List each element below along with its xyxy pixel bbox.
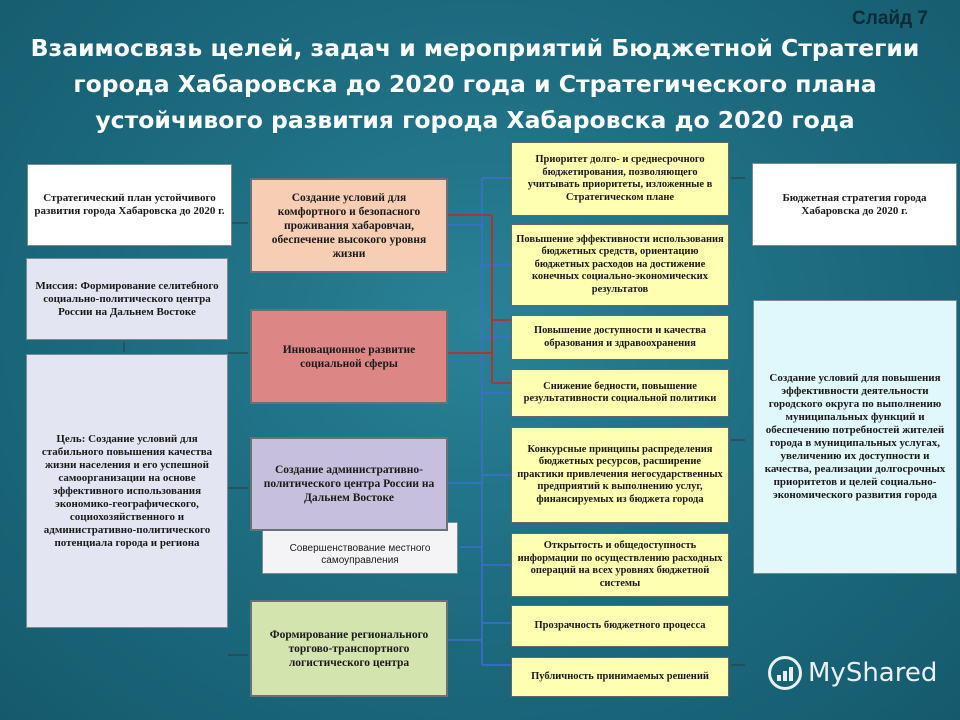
task-box xyxy=(511,315,729,360)
task-box xyxy=(511,533,729,597)
strategic-plan-text: Стратегический план устойчивого развития города Хабаровска до 2020 г. xyxy=(34,192,225,217)
task-text: Открытость и общедоступность информации по осуществлению расходных операций на всех уровнях бюджетной системы xyxy=(517,540,723,589)
task-box xyxy=(511,427,729,523)
task-text: Снижение бедности, повышение результативности социальной политики xyxy=(523,380,717,404)
goal-text: Цель: Создание условий для стабильного повышения качества жизни населения и его успешной самоорганизации на основе эффективного использования экономико-географического, социохозяйственного и административно-политического потенциала города и региона xyxy=(41,432,213,549)
budget-strategy-text: Бюджетная стратегия города Хабаровска до 2020 г. xyxy=(782,191,927,217)
comfort-text: Создание условий для комфортного и безопасного проживания хабаровчан, обеспечение высокого уровня жизни xyxy=(271,191,427,260)
trade-center-text: Формирование регионального торгово-транспортного логистического центра xyxy=(269,628,429,669)
admin-center-box xyxy=(250,437,448,531)
budget-goal-box xyxy=(753,300,957,574)
innovation-box xyxy=(250,309,448,404)
trade-center-box xyxy=(250,600,448,697)
myshared-logo xyxy=(768,656,937,690)
watermark-text: MyShared xyxy=(808,658,938,688)
red-connectors xyxy=(448,215,511,383)
strategic-plan-box xyxy=(27,164,232,246)
mission-box xyxy=(26,258,228,340)
budget-strategy-box xyxy=(752,163,957,246)
innovation-text: Инновационное развитие социальной сферы xyxy=(282,343,416,370)
goal-box xyxy=(26,354,228,628)
task-box xyxy=(511,657,729,697)
comfort-box xyxy=(250,178,448,273)
task-text: Повышение эффективности использования бюджетных средств, ориентацию бюджетных расходов на достижение конечных социально-экономических результатов xyxy=(516,233,724,295)
blue-connectors xyxy=(448,178,511,665)
task-text: Конкурсные принципы распределения бюджетных ресурсов, расширение практики привлечения негосударственных предприятий к выполнению услуг, финансируемых из бюджета города xyxy=(517,443,723,505)
task-text: Повышение доступности и качества образования и здравоохранения xyxy=(533,325,707,349)
local-government-text: Совершенствование местного самоуправления xyxy=(289,543,431,566)
budget-goal-text: Создание условий для повышения эффективности деятельности городского округа по выполнению муниципальных функций и обеспечению потребностей жителей города в муниципальных услугах, увеличению их доступности и качества, реализации долгосрочных приоритетов и целей социально-экономического развития города xyxy=(764,372,946,501)
task-box xyxy=(511,142,729,216)
mission-text: Миссия: Формирование селитебного социально-политического центра России на Дальнем Востоке xyxy=(35,279,219,318)
slide-number: Слайд 7 xyxy=(852,8,928,29)
task-text: Приоритет долго- и среднесрочного бюджетирования, позволяющего учитывать приоритеты, изложенные в Стратегическом плане xyxy=(527,154,713,203)
slide-title: Взаимосвязь целей, задач и мероприятий Бюджетной Стратегии города Хабаровска до 2020 года и Стратегического плана устойчивого развития города Хабаровска до 2020 года xyxy=(30,34,920,134)
admin-center-text: Создание административно-политического центра России на Дальнем Востоке xyxy=(263,464,435,504)
task-text: Прозрачность бюджетного процесса xyxy=(534,619,706,631)
bar-chart-icon xyxy=(768,656,802,690)
task-box xyxy=(511,369,729,417)
task-text: Публичность принимаемых решений xyxy=(531,670,709,682)
task-box xyxy=(511,224,729,306)
task-box xyxy=(511,605,729,647)
